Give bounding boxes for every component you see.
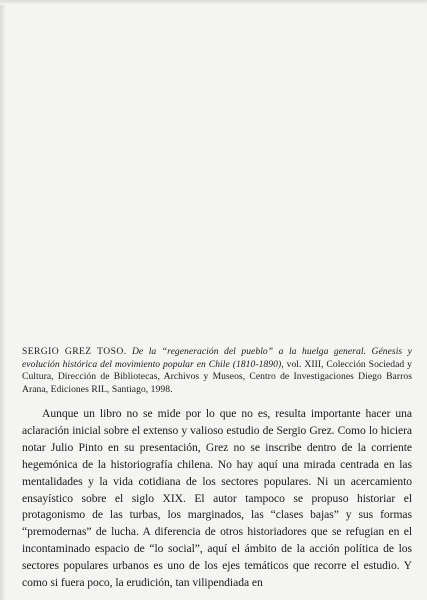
scan-shadow-left xyxy=(0,0,6,600)
review-body xyxy=(22,406,412,594)
citation-author: SERGIO GREZ TOSO. xyxy=(22,346,127,357)
citation-details: vol. XIII, Colección Sociedad y Cultura, Dirección de Bibliotecas, Archivos y Museos, Centro de Investigaciones Diego Barros Arana, Ediciones RIL, Santiago, 1998. xyxy=(22,358,412,395)
citation-title: De la “regeneración del pueblo” a la huelga general. Génesis y evolución histórica del movimiento popular en Chile (1810-1890), xyxy=(22,346,412,370)
book-citation xyxy=(22,346,412,396)
review-paragraph: Aunque un libro no se mide por lo que no es, resulta importante hacer una aclaración inicial sobre el extenso y valioso estudio de Sergio Grez. Como lo hiciera notar Julio Pinto en su presentación, Grez no se inscribe dentro de la corriente hegemónica de la historiografía chilena. No hay aquí una mirada centrada en las mentalidades y la vida cotidiana de los sectores populares. Ni un acercamiento ensayístico sobre el siglo XIX. El autor tampoco se propuso historiar el protagonismo de las turbas, los marginados, las “clases bajas” y sus formas “premodernas” de lucha. A diferencia de otros historiadores que se refugian en el incontaminado espacio de “lo social”, aquí el ámbito de la acción política de los sectores populares urbanos es uno de los ejes temáticos que recorre el estudio. Y como si fuera poco, la erudición, tan vilipendiada en xyxy=(22,407,412,590)
scan-shadow-top xyxy=(0,0,427,5)
